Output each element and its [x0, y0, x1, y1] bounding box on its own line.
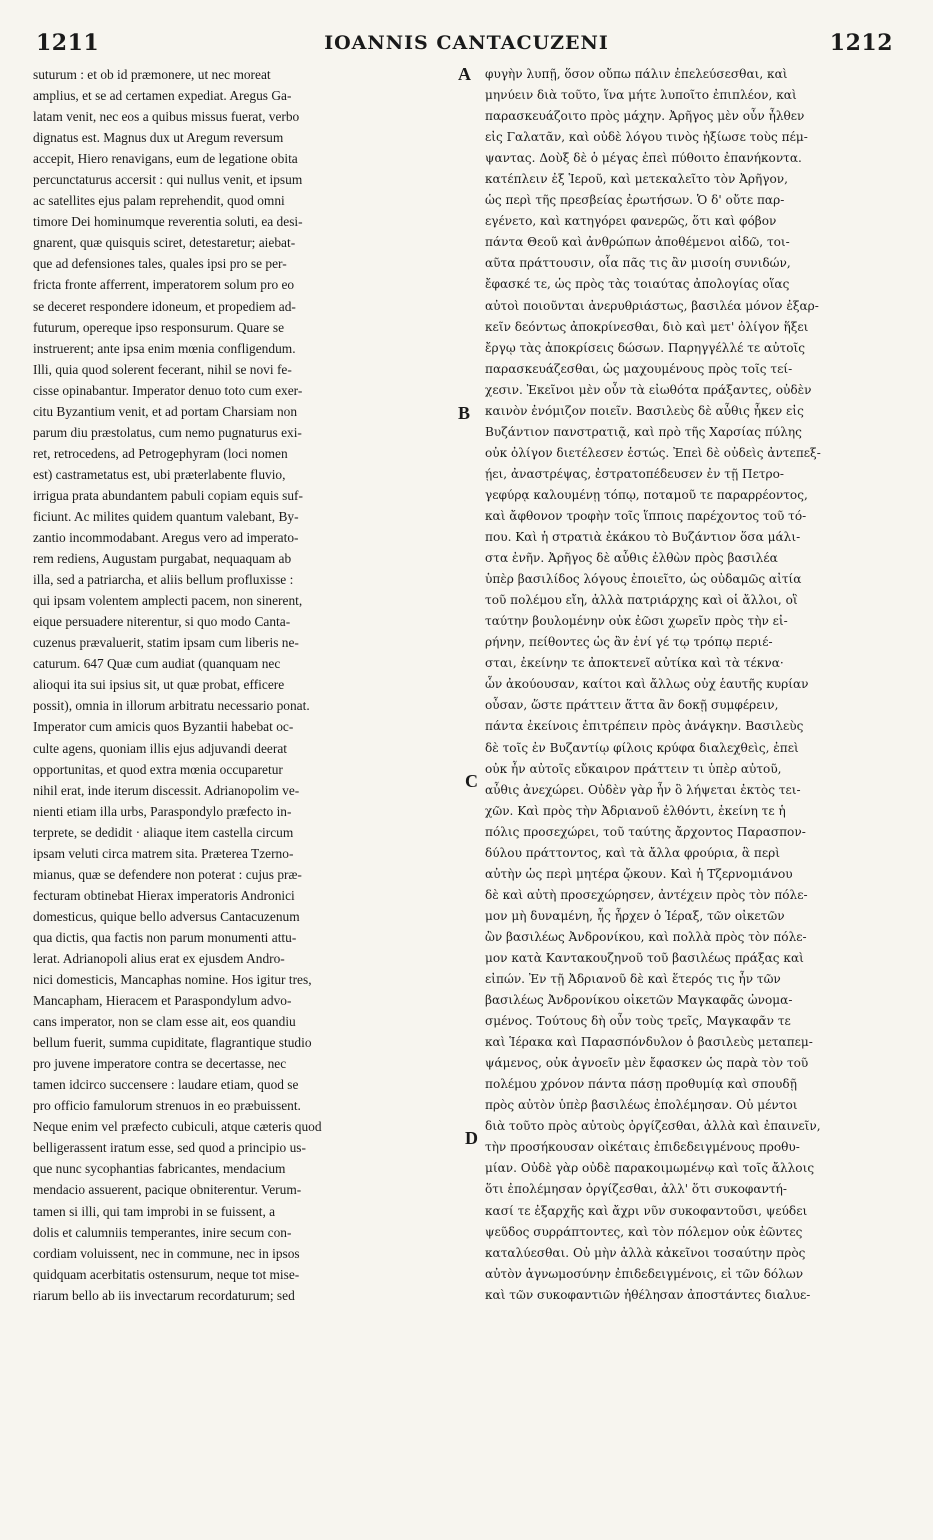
greek-text-line: τοῦ πολέμου εἴη, ἀλλὰ πατριάρχης καὶ οἱ ἄλλοι, οἳ — [485, 593, 798, 608]
latin-text-line: latam venit, nec eos a quibus missus fuerat, verbo — [33, 109, 300, 125]
greek-text-line: πάντα Θεοῦ καὶ ἀνθρώπων ἀποθέμενοι αἰδῶ, τοι- — [485, 235, 790, 250]
latin-text-line: pro juvene imperatore contra se decertasse, nec — [33, 1056, 287, 1072]
latin-text-line: fricta fronte afferrent, imperatorem solum pro eo — [33, 277, 295, 293]
latin-text-line: se deceret respondere idoneum, et propediem ad- — [33, 298, 296, 314]
greek-text-line: κεῖν δεόντως ἀποκρίνεσθαι, διὸ καὶ μετ' ὀλίγον ἥξει — [485, 319, 809, 334]
greek-text-line: μον μὴ δυναμένη, ἧς ἦρχεν ὁ Ἱέραξ, τῶν οἰκετῶν — [485, 908, 785, 923]
greek-text-line: οὐκ ὀλίγον διετέλεσεν ἑστώς. Ἐπεὶ δὲ οὐδεὶς ἀντεπεξ- — [485, 445, 821, 460]
greek-text-line: σμένος. Τούτους δὴ οὖν τοὺς τρεῖς, Μαγκαφᾶν τε — [485, 1014, 791, 1029]
latin-text-line: suturum : et ob id præmonere, ut nec moreat — [33, 67, 271, 82]
greek-text-line: δὲ τοῖς ἐν Βυζαντίῳ φίλοις κρύφα διαλεχθεὶς, ἐπεὶ — [485, 740, 799, 755]
latin-text-line: terprete, se dedidit · aliaque item castella circum — [33, 824, 294, 840]
greek-text-line: αὖθις ἀνεχώρει. Οὐδὲν γὰρ ἦν ὃ λήψεται ἐκτὸς τει- — [485, 782, 801, 797]
latin-text-column — [33, 64, 457, 1306]
latin-text-line: rem rediens, Augustam purgabat, nequaquam ab — [33, 551, 292, 567]
greek-text-line: φυγὴν λυπῇ, ὅσον οὔπω πάλιν ἐπελεύσεσθαι, καὶ — [485, 67, 788, 81]
greek-text-line: τὴν προσήκουσαν οἰκέταις ἐπιδεδειγμένους προθυ- — [485, 1140, 800, 1155]
latin-text-line: futurum, opereque ipso responsurum. Quare se — [33, 319, 285, 335]
latin-text-line: que ad defensiones tales, quales ipsi pro se per- — [33, 256, 287, 272]
latin-text-line: zantio incommodabant. Aregus vero ad imperato- — [33, 530, 299, 546]
latin-text-line: dignatus est. Magnus dux ut Aregum reversum — [33, 130, 284, 146]
running-header — [0, 30, 933, 56]
greek-text-line: χῶν. Καὶ πρὸς τὴν Ἀδριανοῦ ἐλθόντι, ἐκείνη τε ἡ — [485, 803, 786, 818]
latin-text-line: pro officio famulorum strenuos in eo præbuissent. — [33, 1098, 301, 1114]
greek-text-line: ἔφασκέ τε, ὡς πρὸς τὰς τοιαύτας ἀπολογίας οἵας — [485, 277, 790, 292]
greek-text-line: ταύτην βουλομένην οὐκ ἐῶσι χωρεῖν πρὸς τὴν εἰ- — [485, 614, 788, 629]
greek-text-line: εἰπών. Ἐν τῇ Ἀδριανοῦ δὲ καὶ ἕτερός τις ἦν τῶν — [485, 972, 781, 987]
latin-text-line: mianus, quæ se defendere non poterat : cujus præ- — [33, 866, 302, 882]
greek-text-line: σται, ἐκείνην τε ἀποκτενεῖ αὐτίκα καὶ τὰ τέκνα· — [485, 656, 784, 671]
greek-text-line: μηνύειν διὰ τοῦτο, ἵνα μήτε λυποῖτο ἐπιπλέον, καὶ — [485, 88, 797, 103]
greek-text-line: ἔργῳ τὰς ἀποκρίσεις δώσων. Παρηγγέλλέ τε αὐτοῖς — [485, 340, 806, 355]
greek-text-line: αὐτοὶ ποιοῦνται ἀνερυθριάστως, βασιλέα μόνον ἐξαρ- — [485, 298, 819, 313]
latin-text-line: irrigua prata abundantem pabuli copiam equis suf- — [33, 487, 303, 503]
greek-text-line: αῦτα πράττουσιν, οἷα πᾶς τις ἂν μισοίη συνιδών, — [485, 256, 791, 271]
latin-text-line: tamen si illi, qui tam improbi in se fuissent, a — [33, 1203, 276, 1219]
greek-text-line: καταλύεσθαι. Οὐ μὴν ἀλλὰ κἀκεῖνοι τοσαύτην πρὸς — [485, 1245, 806, 1260]
latin-text-line: instruerent; ante ipsa enim mœnia confligendum. — [33, 340, 296, 356]
latin-text-line: cisse opinabantur. Imperator denuo toto cum exer- — [33, 382, 303, 398]
greek-text-line: ψάμενος, οὐκ ἀγνοεῖν μὲν ἔφασκεν ὡς παρὰ τὸν τοῦ — [485, 1056, 809, 1071]
latin-text-line: nienti etiam illa urbs, Paraspondylo præfecto in- — [33, 803, 292, 819]
latin-text-line: que nunc sycophantias fabricantes, mendacium — [33, 1161, 286, 1177]
greek-text-line: καινὸν ἐνόμιζον ποιεῖν. Βασιλεὺς δὲ αὖθις ἧκεν εἰς — [485, 403, 804, 418]
latin-text-line: Neque enim vel præfecto cubiculi, atque cæteris quod — [33, 1119, 322, 1135]
greek-text-line: εγένετο, καὶ κατηγόρει φανερῶς, ὅτι καὶ φόβον — [485, 214, 777, 229]
latin-text-line: cuzenus prævaluerit, statim ipsam cum liberis ne- — [33, 635, 299, 651]
greek-text-line: δὲ καὶ αὐτὴ προσεχώρησεν, ἀντέχειν πρὸς τὸν πόλε- — [485, 887, 808, 902]
latin-text-line: alioqui ita sui ipsius sit, ut quæ probat, efficere — [33, 677, 285, 693]
page-number-right: 1212 — [829, 30, 893, 56]
latin-text-line: ret, retrocedens, ad Petrogephyram (loci nomen — [33, 445, 288, 461]
latin-text-line: percunctaturus accersit : qui nullus venit, et ipsum — [33, 172, 303, 188]
greek-text-line: οὖσαν, ὥστε πράττειν ἅττα ἂν δοκῇ συμφέρειν, — [485, 698, 779, 713]
latin-text-line: eique persuadere niterentur, si quo modo Canta- — [33, 614, 291, 630]
latin-text-line: possit), omnia in illorum arbitratu necessario ponat. — [33, 698, 310, 714]
page-number-left: 1211 — [36, 30, 100, 56]
greek-text-line: Βυζάντιον πανστρατιᾷ, καὶ πρὸ τῆς Χαρσίας πύλης — [485, 424, 802, 439]
latin-text-line: Imperator cum amicis quos Byzantii habebat oc- — [33, 719, 294, 735]
greek-text-line: αὐτὴν ὡς περὶ μητέρα ᾤκουν. Καὶ ἡ Τζερνομιάνου — [485, 866, 793, 881]
latin-text-line: mendacio assuerent, pacique obniterentur. Verum- — [33, 1182, 302, 1198]
greek-text-line: βασιλέως Ἀνδρονίκου οἰκετῶν Μαγκαφᾶς ὠνομα- — [485, 993, 793, 1008]
latin-text-line: timore Dei hominumque reverentia soluti, ea desi- — [33, 214, 303, 230]
latin-text-line: est) castrametatus est, ubi præterlabente fluvio, — [33, 466, 286, 482]
greek-text-line: πόλις προσεχώρει, τοῦ ταύτης ἄρχοντος Παρασπον- — [485, 824, 806, 839]
latin-text-line: opportunitas, et quod extra mœnia occuparetur — [33, 761, 283, 777]
greek-text-line: ψαντας. Δοὺξ δὲ ὁ μέγας ἐπεὶ πύθοιτο ἐπανήκοντα. — [485, 151, 802, 166]
greek-text-line: παρασκευάζοιτο πρὸς μάχην. Ἀρῆγος μὲν οὖν ἦλθεν — [485, 109, 805, 124]
greek-text-line: ὑπὲρ βασιλίδος λόγους ἐποιεῖτο, ὡς οὐδαμῶς αἰτία — [485, 572, 802, 587]
greek-text-line: χεσιν. Ἐκεῖνοι μὲν οὖν τὰ εἰωθότα πράξαντες, οὐδὲν — [485, 382, 812, 397]
latin-text-line: Illi, quia quod solerent fecerant, nihil se novi fe- — [33, 361, 292, 377]
greek-text-line: αὐτὸν ἀγνωμοσύνην ἐπιδεδειγμένοις, εἰ τῶν δόλων — [485, 1266, 804, 1281]
latin-text-line: gnarent, quæ quisquis sciret, detestaretur; aiebat- — [33, 235, 296, 251]
greek-text-line: ῄει, ἀναστρέψας, ἐστρατοπέδευσεν ἐν τῇ Πετρο- — [485, 466, 785, 481]
latin-text-line: qui ipsam volentem amplecti pacem, non sinerent, — [33, 593, 303, 609]
greek-text-line: κασί τε ἐξαρχῆς καὶ ἄχρι νῦν συκοφαντοῦσι, ψεύδει — [485, 1203, 808, 1218]
greek-text-line: καὶ Ἱέρακα καὶ Παρασπόνδυλον ὁ βασιλεὺς μεταπεμ- — [485, 1035, 813, 1050]
latin-text-line: quidquam acerbitatis ostensurum, neque tot mise- — [33, 1266, 300, 1282]
latin-text-line: nici domesticis, Mancaphas nomine. Hos igitur tres, — [33, 972, 312, 988]
greek-text-line: διὰ τοῦτο πρὸς αὐτοὺς ὀργίζεσθαι, ἀλλὰ καὶ ἐπαινεῖν, — [485, 1119, 821, 1134]
latin-text-line: parum diu præstolatus, cum nemo pugnaturus exi- — [33, 424, 302, 440]
greek-text-line: στα ἐνῆν. Ἀρῆγος δὲ αὖθις ἐλθὼν πρὸς βασιλέα — [485, 551, 778, 566]
margin-letter-c: C — [465, 771, 478, 791]
greek-text-line: ὅτι ἐπολέμησαν ὀργίζεσθαι, ἀλλ' ὅτι συκοφαντή- — [485, 1182, 787, 1197]
margin-letter-d: D — [465, 1128, 478, 1148]
latin-text-line: ipsam veluti circa matrem sita. Præterea Tzerno- — [33, 845, 294, 861]
latin-text-line: riarum bello ab iis invectarum recordaturum; sed — [33, 1287, 295, 1303]
latin-text-line: Mancapham, Hieracem et Paraspondylum advo- — [33, 993, 292, 1009]
greek-text-line: καὶ τῶν συκοφαντιῶν ἠθέλησαν ἀποστάντες διαλυε- — [485, 1287, 811, 1302]
greek-text-line: πολέμου χρόνον πάντα πάσῃ προθυμίᾳ καὶ σπουδῇ — [485, 1077, 797, 1092]
latin-text-line: culte agens, quoniam illis ejus adjuvandi deerat — [33, 740, 287, 756]
greek-text-line: πρὸς αὐτὸν ὑπὲρ βασιλέως ἐπολέμησαν. Οὐ μέντοι — [485, 1098, 798, 1113]
latin-text-line: accepit, Hiero renavigans, eum de legatione obita — [33, 151, 298, 167]
margin-letter-b: B — [458, 403, 471, 423]
greek-text-line: ὡς περὶ τῆς πρεσβείας ἐρωτήσων. Ὁ δ' οὔτε παρ- — [485, 193, 785, 208]
greek-text-line: καὶ ἄφθονον τροφὴν τοῖς ἵπποις παρέχοντος τοῦ τό- — [485, 508, 807, 523]
greek-text-line: που. Καὶ ἡ στρατιὰ ἐκάκου τὸ Βυζάντιον ὅσα μάλι- — [485, 530, 801, 545]
latin-text-line: belligerassent iratum esse, sed quod a principio us- — [33, 1140, 306, 1156]
latin-text-line: fecturam obtinebat Hierax imperatoris Andronici — [33, 887, 295, 903]
latin-text-line: ac satellites ejus palam reprehendit, quod omni — [33, 193, 285, 209]
latin-text-line: cans imperator, non se clam esse ait, eos quandiu — [33, 1014, 296, 1030]
latin-text-line: amplius, et se ad certamen expediat. Aregus Ga- — [33, 88, 292, 104]
greek-text-line: οὐκ ἦν αὐτοῖς εὔκαιρον πράττειν τι ὑπὲρ αὐτοῦ, — [485, 761, 782, 776]
greek-text-line: ρήνην, πείθοντες ὡς ἂν ἐνί γέ τῳ τρόπῳ περιέ- — [485, 635, 773, 650]
greek-text-line: ὢν βασιλέως Ἀνδρονίκου, καὶ πολλὰ πρὸς τὸν πόλε- — [485, 929, 807, 944]
latin-text-line: nihil erat, inde iterum discessit. Adrianopolim ve- — [33, 782, 300, 798]
latin-text-line: caturum. 647 Quæ cum audiat (quanquam nec — [33, 656, 281, 672]
latin-text-line: ficiunt. Ac milites quidem quantum valebant, By- — [33, 508, 299, 524]
latin-text-line: tamen idcirco succensere : laudare etiam, quod se — [33, 1077, 299, 1093]
greek-text-line: παρασκευάζεσθαι, ὡς μαχουμένους πρὸς τοῖς τεί- — [485, 361, 793, 376]
latin-text-line: lerat. Adrianopoli alius erat ex ejusdem Andro- — [33, 950, 285, 966]
greek-text-line: πάντα ἐκείνοις ἐπιτρέπειν πρὸς ἀνάγκην. Βασιλεὺς — [485, 719, 804, 734]
greek-text-line: εἰς Γαλατᾶν, καὶ οὐδὲ λόγου τινὸς ἠξίωσε τοὺς πέμ- — [485, 130, 808, 145]
latin-text-line: dolis et calumniis temperantes, inire secum con- — [33, 1224, 292, 1240]
latin-text-line: cordiam voluissent, nec in commune, nec in ipsos — [33, 1245, 300, 1261]
latin-text-line: domesticus, quique bello adversus Cantacuzenum — [33, 908, 300, 924]
latin-text-line: illa, sed a patriarcha, et aliis bellum profluxisse : — [33, 572, 294, 588]
greek-text-line: ὧν ἀκούουσαν, καίτοι καὶ ἄλλως οὐχ ἑαυτῆς κυρίαν — [485, 677, 809, 692]
greek-text-column — [485, 64, 915, 1306]
margin-letter-a: A — [458, 64, 471, 84]
greek-text-line: γεφύρᾳ καλουμένῃ τόπῳ, ποταμοῦ τε παραρρέοντος, — [485, 487, 808, 502]
greek-text-line: δύλου πράττοντος, καὶ τὰ ἄλλα φρούρια, ἃ περὶ — [485, 845, 780, 860]
latin-text-line: citu Byzantium venit, et ad portam Charsiam non — [33, 403, 298, 419]
greek-text-line: κατέπλειν ἐξ Ἱεροῦ, καὶ μετεκαλεῖτο τὸν Ἀρῆγον, — [485, 172, 788, 187]
latin-text-line: bellum fuerit, summa cupiditate, flagrantique studio — [33, 1035, 312, 1051]
greek-text-line: ψεῦδος συρράπτοντες, καὶ τὸν πόλεμον οὐκ ἐῶντες — [485, 1224, 803, 1239]
greek-text-line: μον κατὰ Καντακουζηνοῦ τοῦ βασιλέως πράξας καὶ — [485, 950, 804, 965]
greek-text-line: μίαν. Οὐδὲ γὰρ οὐδὲ παρακοιμωμένῳ καὶ τοῖς ἄλλοις — [485, 1161, 815, 1176]
running-title: IOANNIS CANTACUZENI — [324, 32, 609, 54]
latin-text-line: qua dictis, qua factis non parum monumenti attu- — [33, 929, 297, 945]
